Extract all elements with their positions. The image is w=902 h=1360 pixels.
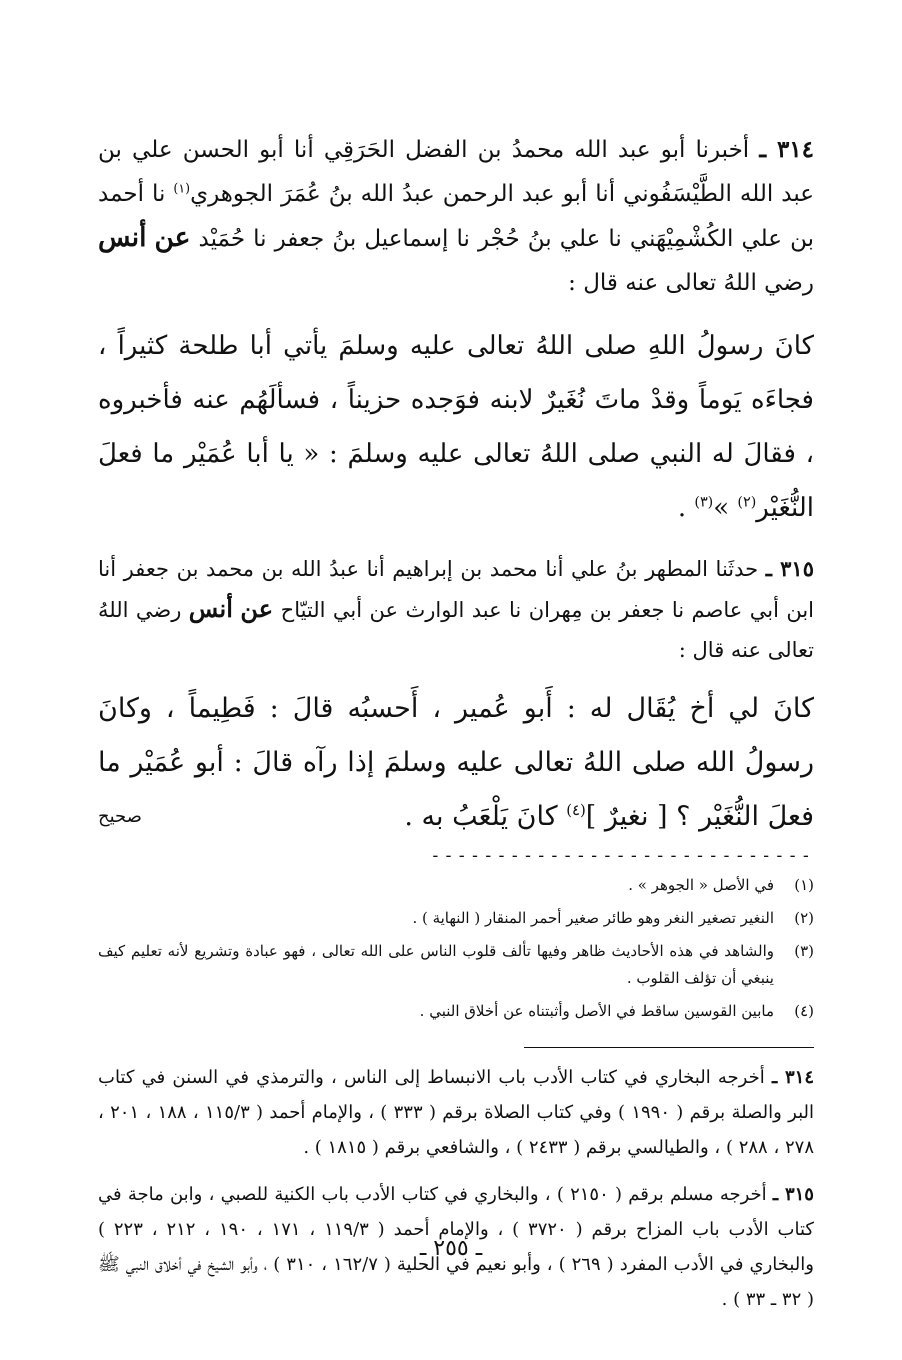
hadith-315-matn-text: كانَ لي أخ يُقَال له : أَبو عُمير ، أَحسبُه قالَ : فَطِيماً ، وكانَ رسولُ الله صلى اللهُ تعالى عليه وسلمَ إذا رآه قالَ : أبو عُمَيْر ما فعلَ النُّغَيْر ؟ [ نغيرٌ ] bbox=[98, 693, 814, 832]
footnote-ref-1: (١) bbox=[173, 180, 191, 196]
hadith-315-tail: رضي اللهُ تعالى عنه قال : bbox=[98, 598, 814, 662]
hadith-314-close: » bbox=[713, 493, 738, 523]
footnote-text: في الأصل « الجوهر » . bbox=[628, 876, 774, 894]
takhrij-text: أخرجه البخاري في كتاب الأدب باب الانبساط إلى الناس ، والترمذي في السنن في كتاب البر والصلة برقم ( ١٩٩٠ ) وفي كتاب الصلاة برقم ( ٣٣٣ ) ، والإمام أحمد ( ١١٥/٣ ، ١٨٨ ، ٢٠١ ، ٢٧٨ ، ٢٨٨ ) ، والطيالسي برقم ( ٢٤٣٣ ) ، والشافعي برقم ( ١٨١٥ ) . bbox=[98, 1067, 814, 1158]
takhrij-text: أخرجه مسلم برقم ( ٢١٥٠ ) ، والبخاري في كتاب الأدب باب الكنية للصبي ، وابن ماجة في كتاب الأدب باب المزاح برقم ( ٣٧٢٠ ) ، والإمام أحمد ( ١١٩/٣ ، ١٧١ ، ١٩٠ ، ٢١٢ ، ٢٢٣ ) والبخاري في الأدب المفرد ( ٢٦٩ ) ، وأبو نعيم في الحلية ( ١٦٢/٧ ، ٣١٠ ) ، وأبو الشيخ في أخلاق النبي ﷺ ( ٣٢ ـ ٣٣ ) . bbox=[98, 1184, 814, 1310]
footnote-number: (١) bbox=[794, 876, 814, 894]
hadith-314-end: . bbox=[677, 493, 695, 523]
footnote-number: (٢) bbox=[794, 909, 814, 927]
hadith-315-isnad bbox=[98, 549, 814, 670]
hadith-315-anas: أنس bbox=[188, 594, 233, 623]
takhrij-number: ٣١٤ ـ bbox=[771, 1067, 814, 1088]
footnote-3 bbox=[98, 938, 814, 992]
takhrij-section bbox=[98, 1060, 814, 1317]
hadith-314-an: عن bbox=[154, 222, 191, 253]
hadith-315-number: ٣١٥ ـ bbox=[765, 556, 814, 581]
hadith-314-matn-text: كانَ رسولُ اللهِ صلى اللهُ تعالى عليه وسلمَ يأتي أبا طلحة كثيراً ، فجاءَه يَوماً وقدْ ماتَ نُغَيرٌ لابنه فوَجده حزيناً ، فسألَهُم عنه فأخبروه ، فقالَ له النبي صلى اللهُ تعالى عليه وسلمَ : « يا أبا عُمَيْر ما فعلَ النُّغَيْر bbox=[98, 331, 814, 523]
hadith-314-anas: أنس bbox=[98, 222, 147, 253]
hadith-314-isnad-cont: نا أحمد بن علي الكُشْمِيْهَني نا علي بنُ حُجْر نا إسماعيل بنُ جعفر نا حُمَيْد bbox=[98, 181, 815, 252]
hadith-315-matn bbox=[98, 682, 814, 844]
takhrij-number: ٣١٥ ـ bbox=[772, 1184, 814, 1205]
footnote-number: (٣) bbox=[794, 942, 814, 960]
footnote-text: والشاهد في هذه الأحاديث ظاهر وفيها تألف قلوب الناس على الله تعالى ، فهو عبادة وتشريع لأنه تعليم كيف ينبغي أن تؤلف القلوب . bbox=[98, 942, 774, 987]
takhrij-divider bbox=[524, 1047, 814, 1048]
hadith-315-end: كانَ يَلْعَبُ به . bbox=[404, 801, 567, 832]
hadith-315-an: عن bbox=[240, 594, 274, 623]
footnote-1 bbox=[98, 872, 814, 899]
footnote-2 bbox=[98, 905, 814, 932]
footnote-ref-4: (٤) bbox=[566, 801, 586, 819]
footnote-text: النغير تصغير النغر وهو طائر صغير أحمر المنقار ( النهاية ) . bbox=[412, 909, 774, 927]
hadith-grade: صحيح bbox=[98, 806, 142, 827]
takhrij-314 bbox=[98, 1060, 814, 1165]
footnote-text: مابين القوسين ساقط في الأصل وأثبتناه عن أخلاق النبي . bbox=[419, 1002, 774, 1020]
footnote-4 bbox=[98, 998, 814, 1025]
hadith-314-tail: رضي اللهُ تعالى عنه قال : bbox=[568, 270, 814, 296]
hadith-314-number: ٣١٤ ـ bbox=[759, 136, 814, 163]
hadith-314-isnad bbox=[98, 128, 814, 305]
hadith-314-isnad-text: أخبرنا أبو عبد الله محمدُ بن الفضل الحَرَقِي أنا أبو الحسن علي بن عبد الله الطَّيْسَفُوني أنا أبو عبد الرحمن عبدُ الله بنُ عُمَرَ الجوهري bbox=[98, 137, 814, 207]
hadith-314-matn bbox=[98, 319, 814, 535]
footnotes bbox=[98, 872, 814, 1025]
dashed-separator: ----------------------------- bbox=[430, 846, 814, 860]
hadith-315-isnad-text: حدثَنا المطهر بنُ علي أنا محمد بن إبراهيم أنا عبدُ الله بن محمد بن جعفر أنا ابن أبي عاصم نا جعفر بن مِهران نا عبد الوارث عن أبي التيّاح bbox=[98, 557, 814, 622]
footnote-number: (٤) bbox=[794, 1002, 814, 1020]
footnote-ref-2: (٢) bbox=[737, 494, 757, 511]
footnote-ref-3: (٣) bbox=[694, 494, 714, 511]
page-number: ـ ٢٥٥ ـ bbox=[419, 1236, 483, 1261]
